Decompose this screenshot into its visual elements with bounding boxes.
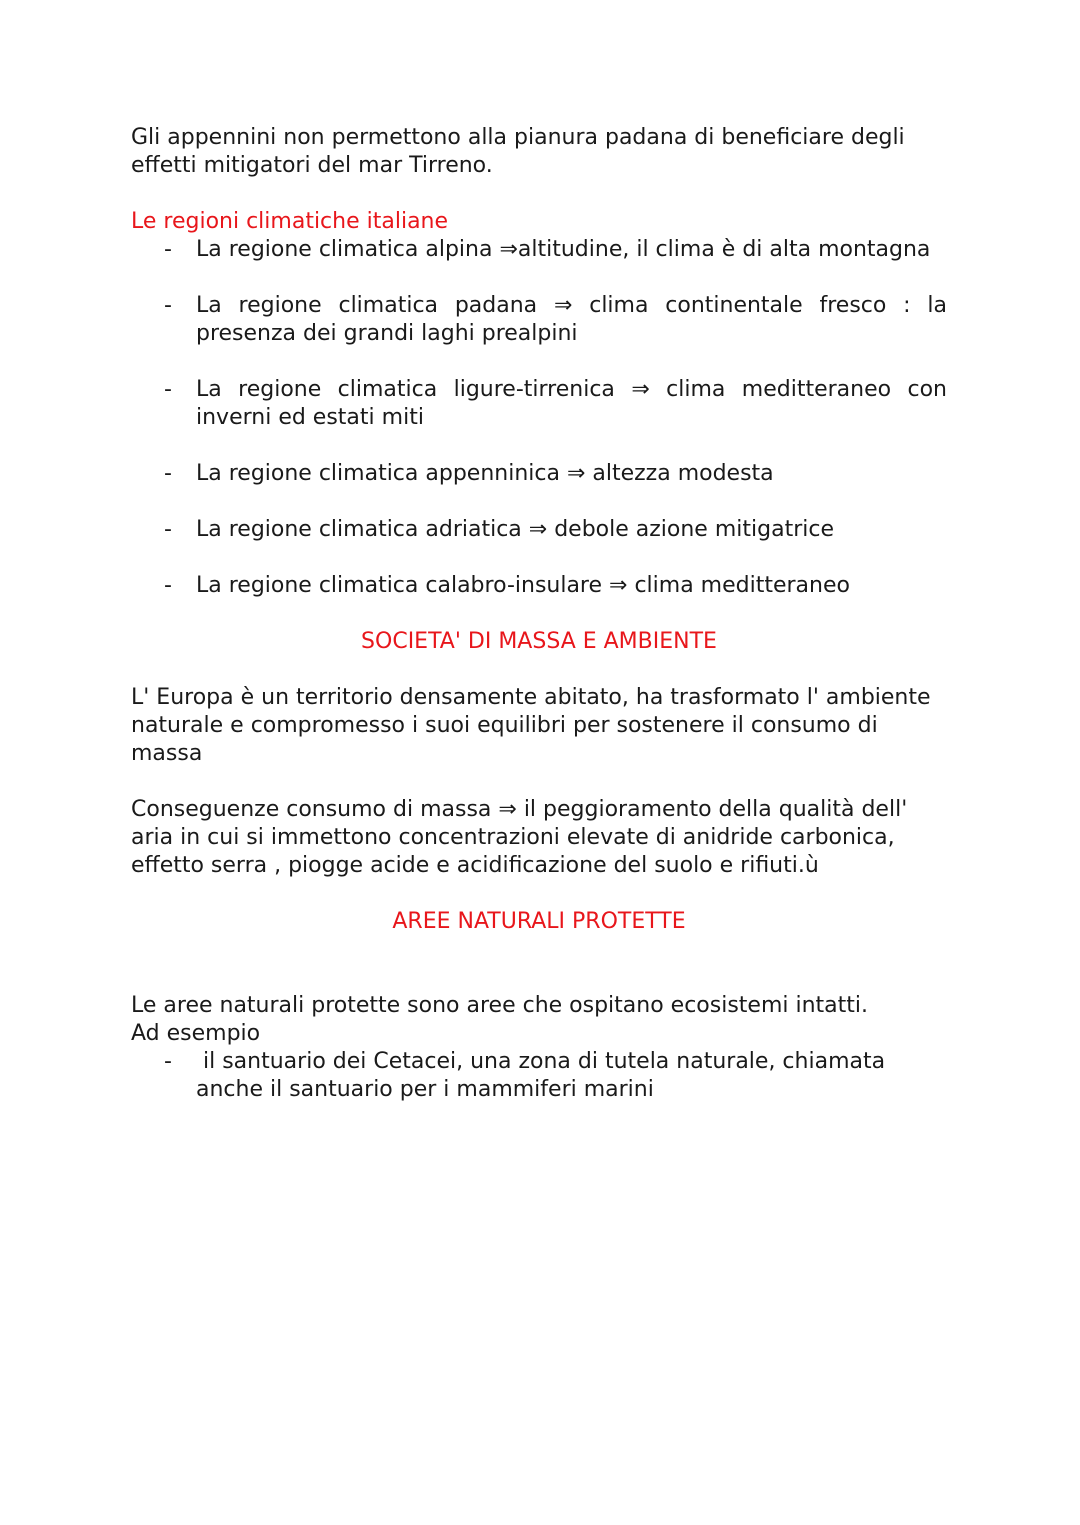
regions-list-item — [131, 572, 947, 600]
regions-list-item — [131, 292, 947, 348]
list-bullet: - — [164, 461, 172, 486]
regions-list-item — [131, 516, 947, 544]
regions-section-title: Le regioni climatiche italiane — [131, 209, 449, 234]
regions-list-item — [131, 236, 947, 264]
region-ligure-tirrenica: La regione climatica ligure-tirrenica ⇒ clima meditteraneo con inverni ed estati miti — [196, 377, 947, 430]
region-calabro-insulare: La regione climatica calabro-insulare ⇒ clima meditteraneo — [196, 573, 850, 598]
list-bullet: - — [164, 237, 172, 262]
region-padana: La regione climatica padana ⇒ clima continentale fresco : la presenza dei grandi laghi prealpini — [196, 293, 947, 346]
list-bullet: - — [164, 517, 172, 542]
cetacean-sanctuary-item: il santuario dei Cetacei, una zona di tutela naturale, chiamata anche il santuario per i mammiferi marini — [196, 1049, 893, 1102]
protected-areas-paragraph: Le aree naturali protette sono aree che ospitano ecosistemi intatti. — [131, 993, 869, 1018]
intro-paragraph: Gli appennini non permettono alla pianura padana di beneficiare degli effetti mitigatori del mar Tirreno. — [131, 125, 905, 178]
regions-list-item — [131, 376, 947, 432]
consequences-paragraph: Conseguenze consumo di massa ⇒ il peggioramento della qualità dell' aria in cui si immettono concentrazioni elevate di anidride carbonica, effetto serra , piogge acide e acidificazione del suolo e rifiuti.ù — [131, 797, 908, 878]
regions-list-item — [131, 460, 947, 488]
list-bullet: - — [164, 377, 172, 402]
region-adriatica: La regione climatica adriatica ⇒ debole azione mitigatrice — [196, 517, 834, 542]
mass-society-paragraph: L' Europa è un territorio densamente abitato, ha trasformato l' ambiente naturale e compromesso i suoi equilibri per sostenere il consumo di massa — [131, 685, 931, 766]
list-bullet: - — [164, 293, 172, 318]
list-bullet: - — [164, 1049, 172, 1074]
example-label: Ad esempio — [131, 1021, 261, 1046]
regions-list — [131, 236, 947, 600]
list-bullet: - — [164, 573, 172, 598]
document-page — [131, 124, 947, 1104]
protected-areas-list — [131, 1048, 947, 1104]
region-alpina: La regione climatica alpina ⇒altitudine, il clima è di alta montagna — [196, 237, 931, 262]
region-appenninica: La regione climatica appenninica ⇒ altezza modesta — [196, 461, 774, 486]
mass-society-heading: SOCIETA' DI MASSA E AMBIENTE — [361, 629, 717, 654]
protected-areas-list-item — [131, 1048, 947, 1104]
protected-areas-heading: AREE NATURALI PROTETTE — [392, 909, 686, 934]
